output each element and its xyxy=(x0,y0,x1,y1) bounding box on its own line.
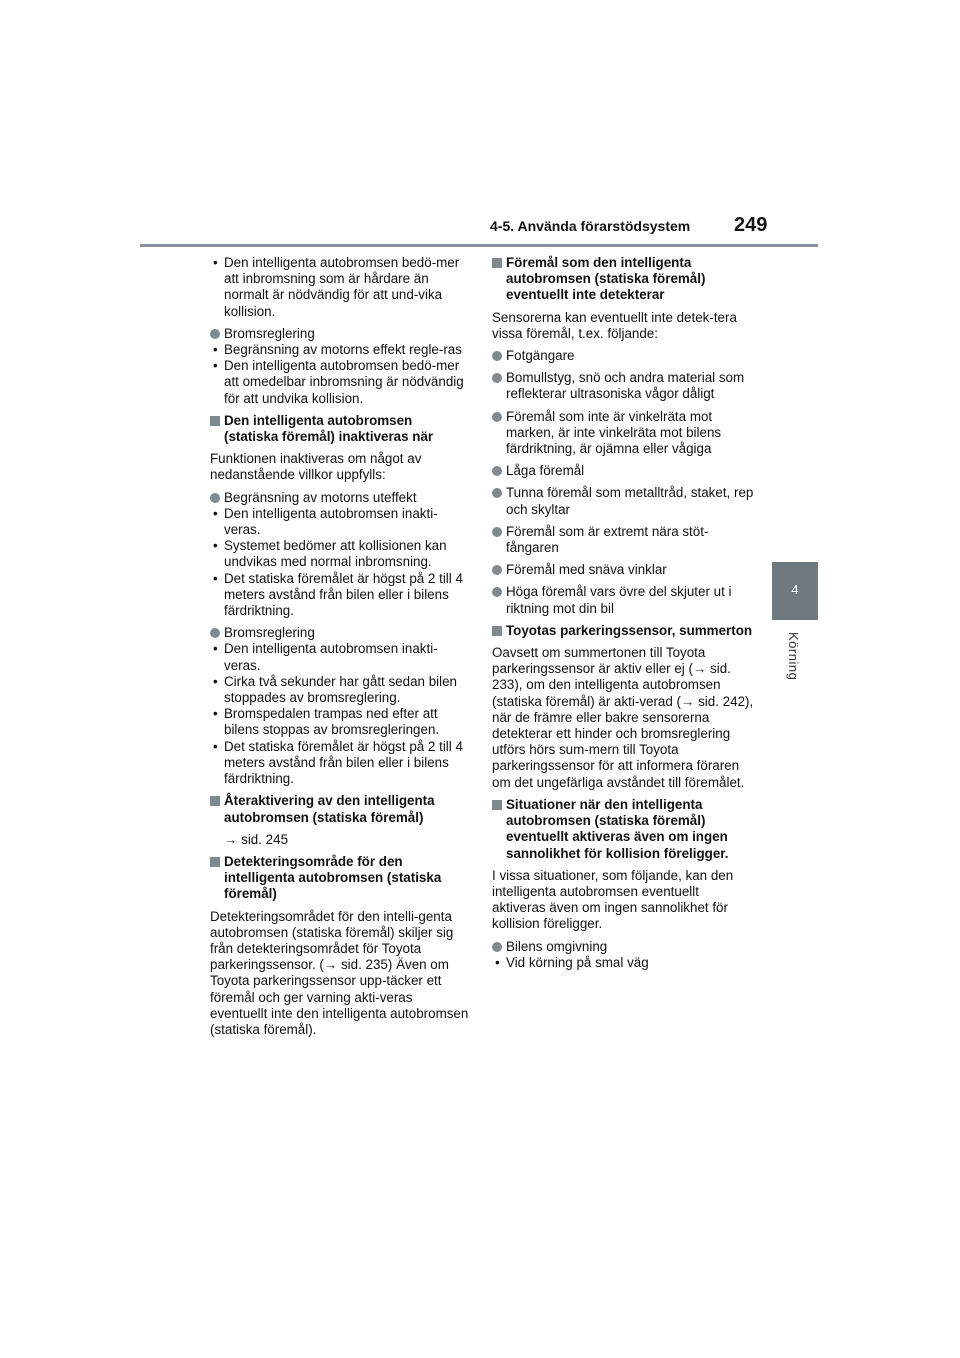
circle-bullet-icon xyxy=(492,412,502,422)
paragraph: Sensorerna kan eventuellt inte detek-tera vissa föremål, t.ex. följande: xyxy=(492,309,737,341)
square-bullet-icon xyxy=(210,796,220,806)
page-number: 249 xyxy=(734,214,768,236)
chapter-tab-label: Körning xyxy=(786,632,801,681)
list-item: • Cirka två sekunder har gått sedan bilen stoppades av bromsreglering. xyxy=(210,674,470,706)
list-item: • Systemet bedömer att kollisionen kan undvikas med normal inbromsning. xyxy=(210,538,470,570)
circle-list-item: Föremål med snäva vinklar xyxy=(492,562,754,578)
circle-bullet-icon xyxy=(492,351,502,361)
paragraph: Funktionen inaktiveras om något av nedanstående villkor uppfylls: xyxy=(210,451,422,483)
page-reference[interactable]: → sid. 245 xyxy=(224,831,289,847)
circle-list-item: Bromsreglering xyxy=(210,625,470,641)
list-item: • Bromspedalen trampas ned efter att bilens stoppas av bromsregleringen. xyxy=(210,706,470,738)
chapter-tab-number: 4 xyxy=(791,582,799,597)
circle-bullet-icon xyxy=(210,628,220,638)
list-item: • Det statiska föremålet är högst på 2 till 4 meters avstånd från bilen eller i bilens färdriktning. xyxy=(210,571,470,620)
circle-bullet-icon xyxy=(210,329,220,339)
circle-list-item: Begränsning av motorns uteffekt xyxy=(210,490,470,506)
left-column xyxy=(210,255,470,1044)
section-heading: Föremål som den intelligenta autobromsen (statiska föremål) eventuellt inte detekterar xyxy=(492,255,754,304)
circle-bullet-icon xyxy=(492,565,502,575)
circle-list-item: Bromsreglering xyxy=(210,326,470,342)
circle-list-item: Föremål som är extremt nära stöt-fångaren xyxy=(492,524,754,556)
square-bullet-icon xyxy=(210,416,220,426)
list-item: • Den intelligenta autobromsen inakti-veras. xyxy=(210,641,470,673)
circle-list-item: Föremål som inte är vinkelräta mot marken, är inte vinkelräta mot bilens färdriktning, är ojämna eller vågiga xyxy=(492,409,754,458)
circle-bullet-icon xyxy=(492,488,502,498)
paragraph: Oavsett om summertonen till Toyota parkeringssensor är aktiv eller ej (→ sid. 233), om den intelligenta autobromsen (statiska föremål) är akti-verad (→ sid. 242), när de främre eller bakre sensorerna detekterar ett hinder och bromsreglering utförs hörs sum-mern till Toyota parkeringssensor för att informera föraren om det ungefärliga avståndet till föremålet. xyxy=(492,645,754,790)
circle-list-item: Låga föremål xyxy=(492,463,754,479)
circle-bullet-icon xyxy=(492,587,502,597)
section-heading: Detekteringsområde för den intelligenta autobromsen (statiska föremål) xyxy=(210,854,470,903)
circle-bullet-icon xyxy=(492,466,502,476)
square-bullet-icon xyxy=(492,800,502,810)
circle-list-item: Bomullstyg, snö och andra material som reflekterar ultrasoniska vågor dåligt xyxy=(492,370,754,402)
circle-list-item: Höga föremål vars övre del skjuter ut i riktning mot din bil xyxy=(492,584,754,616)
list-item: • Det statiska föremålet är högst på 2 till 4 meters avstånd från bilen eller i bilens färdriktning. xyxy=(210,739,470,788)
header-rule xyxy=(140,244,818,247)
list-item: • Den intelligenta autobromsen bedö-mer att omedelbar inbromsning är nödvändig för att undvika kollision. xyxy=(210,358,470,407)
circle-bullet-icon xyxy=(492,373,502,383)
circle-bullet-icon xyxy=(210,493,220,503)
square-bullet-icon xyxy=(210,857,220,867)
section-heading: Återaktivering av den intelligenta autobromsen (statiska föremål) xyxy=(210,793,470,825)
list-item: • Den intelligenta autobromsen bedö-mer att inbromsning som är hårdare än normalt är nödvändig för att und-vika kollision. xyxy=(210,255,470,320)
square-bullet-icon xyxy=(492,626,502,636)
circle-bullet-icon xyxy=(492,942,502,952)
square-bullet-icon xyxy=(492,258,502,268)
paragraph: I vissa situationer, som följande, kan den intelligenta autobromsen eventuellt aktiveras även om ingen sannolikhet för kollision föreligger. xyxy=(492,867,734,932)
list-item: • Vid körning på smal väg xyxy=(492,955,754,971)
circle-bullet-icon xyxy=(492,527,502,537)
section-heading: Situationer när den intelligenta autobromsen (statiska föremål) eventuellt aktiveras även om ingen sannolikhet för kollision föreligger. xyxy=(492,797,754,862)
list-item: • Begränsning av motorns effekt regle-ras xyxy=(210,342,470,358)
paragraph: Detekteringsområdet för den intelli-genta autobromsen (statiska föremål) skiljer sig från detekteringsområdet för Toyota parkeringssensor. (→ sid. 235) Även om Toyota parkeringssensor upp-täcker ett föremål och ger varning akti-veras eventuellt inte den intelligenta autobromsen (statiska föremål). xyxy=(210,908,469,1037)
arrow-right-icon: → xyxy=(224,831,238,847)
circle-list-item: Bilens omgivning xyxy=(492,939,754,955)
circle-list-item: Fotgängare xyxy=(492,348,754,364)
right-column xyxy=(492,255,754,977)
circle-list-item: Tunna föremål som metalltråd, staket, rep och skyltar xyxy=(492,485,754,517)
list-item: • Den intelligenta autobromsen inakti-veras. xyxy=(210,506,470,538)
section-heading: Den intelligenta autobromsen (statiska föremål) inaktiveras när xyxy=(210,413,470,445)
section-title: 4-5. Använda förarstödsystem xyxy=(490,218,691,234)
section-heading: Toyotas parkeringssensor, summerton xyxy=(492,623,754,639)
